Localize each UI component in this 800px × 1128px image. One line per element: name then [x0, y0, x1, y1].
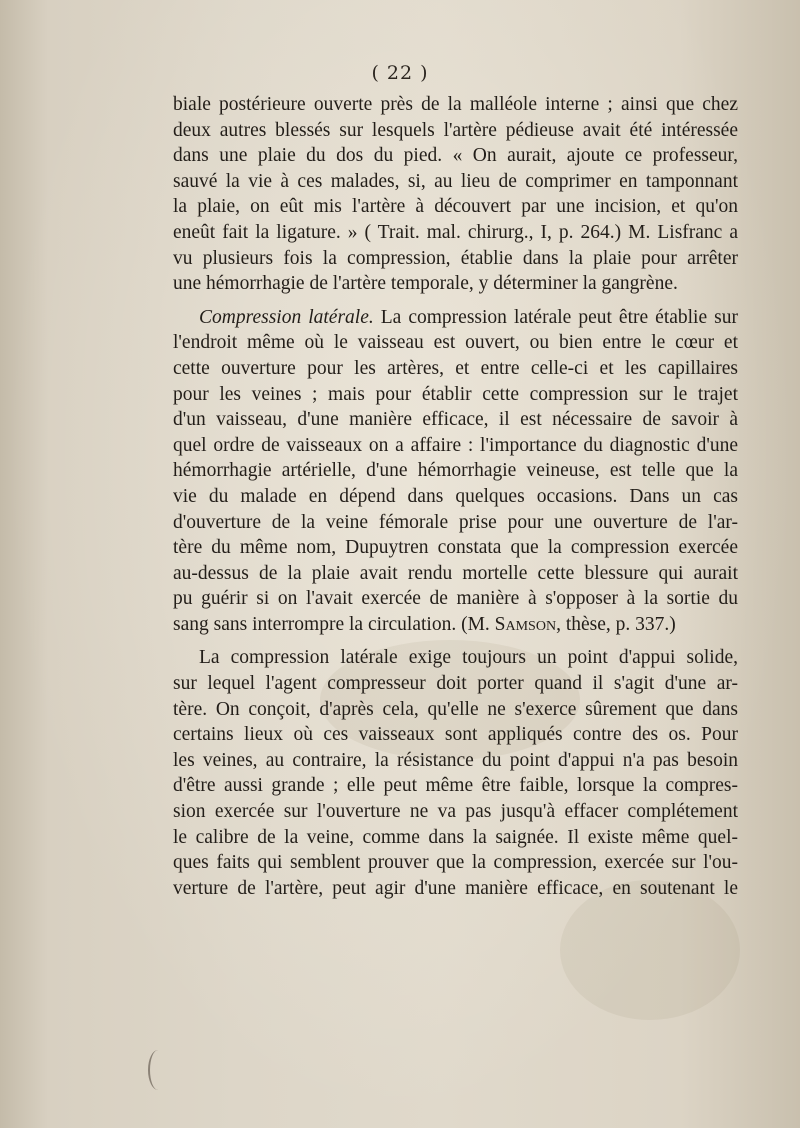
- text-line: tère du même nom, Dupuytren constata que la compression exercée: [173, 537, 738, 559]
- text-line: pour les veines ; mais pour établir cette compression sur le trajet: [173, 383, 738, 405]
- text-line: d'ouverture de la veine fémorale prise pour une ouverture de l'ar-: [173, 511, 738, 533]
- text-line: les veines, au contraire, la résistance du point d'appui n'a pas besoin: [173, 749, 738, 771]
- paragraph-continued: [173, 92, 738, 297]
- text-line: certains lieux où ces vaisseaux sont appliqués contre des os. Pour: [173, 724, 738, 746]
- text-line: quel ordre de vaisseaux on a affaire : l'importance du diagnostic d'une: [173, 434, 738, 456]
- text-line: d'être aussi grande ; elle peut même être faible, lorsque la compres-: [173, 775, 738, 797]
- body-text: [173, 92, 738, 901]
- text-line: ques faits qui semblent prouver que la compression, exercée sur l'ou-: [173, 852, 738, 874]
- text-line: cette ouverture pour les artères, et entre celle-ci et les capillaires: [173, 357, 738, 379]
- text-line: pu guérir si on l'avait exercée de manière à s'opposer à la sortie du: [173, 588, 738, 610]
- text-line: dans une plaie du dos du pied. « On aurait, ajoute ce professeur,: [173, 145, 738, 167]
- page-number: ( 22 ): [371, 62, 429, 84]
- text-line: La compression latérale exige toujours un point d'appui solide,: [199, 647, 738, 669]
- text-line: eneût fait la ligature. » ( Trait. mal. chirurg., I, p. 264.) M. Lisfranc a: [173, 221, 738, 243]
- text-line: Compression latérale. La compression latérale peut être établie sur: [199, 306, 738, 328]
- paragraph-compression-exige: [173, 645, 738, 901]
- text-line: hémorrhagie artérielle, d'une hémorrhagie veineuse, est telle que la: [173, 460, 738, 482]
- margin-pencil-mark: [148, 1050, 168, 1090]
- text-line: l'endroit même où le vaisseau est ouvert, ou bien entre le cœur et: [173, 332, 738, 354]
- paragraph-compression-laterale: [173, 305, 738, 638]
- text-line: au-dessus de la plaie avait rendu mortelle cette blessure qui aurait: [173, 562, 738, 584]
- text-line: sur lequel l'agent compresseur doit porter quand il s'agit d'une ar-: [173, 673, 738, 695]
- text-line: biale postérieure ouverte près de la malléole interne ; ainsi que chez: [173, 94, 738, 115]
- author-name: Samson: [494, 613, 557, 635]
- text-line: verture de l'artère, peut agir d'une manière efficace, en soutenant le: [173, 877, 738, 899]
- text-line: deux autres blessés sur lesquels l'artère pédieuse avait été intéressée: [173, 119, 738, 141]
- text-line: tère. On conçoit, d'après cela, qu'elle ne s'exerce sûrement que dans: [173, 698, 738, 720]
- text-line: sauvé la vie à ces malades, si, au lieu de comprimer en tamponnant: [173, 170, 738, 192]
- text-line: d'un vaisseau, d'une manière efficace, il est nécessaire de savoir à: [173, 409, 738, 431]
- text-line: vu plusieurs fois la compression, établie dans la plaie pour arrêter: [173, 247, 738, 269]
- text-line: une hémorrhagie de l'artère temporale, y déterminer la gangrène.: [173, 273, 678, 295]
- text-line: sion exercée sur l'ouverture ne va pas jusqu'à effacer complétement: [173, 801, 738, 823]
- text-line: vie du malade en dépend dans quelques occasions. Dans un cas: [173, 485, 738, 507]
- text-line: la plaie, on eût mis l'artère à découvert par une incision, et qu'on: [173, 196, 738, 218]
- section-heading: Compression latérale.: [199, 306, 374, 328]
- text-line: le calibre de la veine, comme dans la saignée. Il existe même quel-: [173, 826, 738, 848]
- text-line: sang sans interrompre la circulation. (M. Samson, thèse, p. 337.): [173, 613, 676, 635]
